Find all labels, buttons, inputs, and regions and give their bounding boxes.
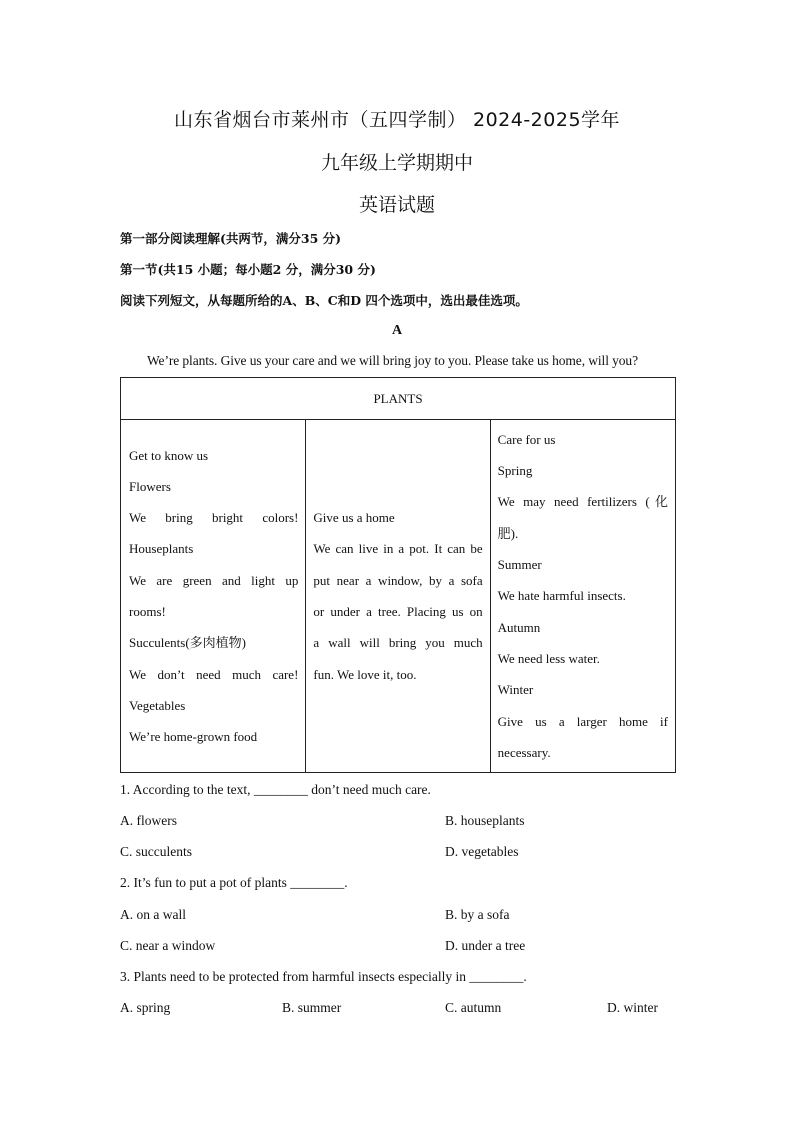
col3-line: Give us a larger home if: [497, 713, 668, 729]
col3-line: necessary.: [497, 744, 551, 760]
question-1-option-c[interactable]: C. succulents: [120, 844, 192, 859]
section-heading: 第一节(共15 小题；每小题2 分，满分30 分): [120, 262, 376, 277]
col3-line: Spring: [497, 463, 533, 479]
passage-intro: We’re plants. Give us your care and we will bring joy to you. Please take us home, will you?: [147, 353, 638, 368]
plants-table: [120, 377, 676, 773]
question-2-option-a[interactable]: A. on a wall: [120, 907, 186, 922]
col2-line: We can live in a pot. It can be: [313, 541, 483, 557]
col3-line: 肥).: [497, 525, 519, 541]
exam-title-subject: 英语试题: [358, 194, 435, 216]
exam-title-school: 山东省烟台市莱州市（五四学制） 2024-2025学年: [173, 109, 621, 131]
question-2-stem: 2. It’s fun to put a pot of plants ________.: [120, 875, 348, 890]
question-3-option-b[interactable]: B. summer: [282, 1000, 342, 1015]
col1-line: Get to know us: [129, 447, 209, 463]
question-2-option-b[interactable]: B. by a sofa: [445, 907, 510, 922]
col1-line: We are green and light up: [129, 572, 299, 588]
exam-title-grade: 九年级上学期期中: [320, 152, 473, 174]
question-2-option-c[interactable]: C. near a window: [120, 938, 216, 953]
question-1-option-a[interactable]: A. flowers: [120, 813, 177, 828]
question-3-stem: 3. Plants need to be protected from harmful insects especially in ________.: [120, 969, 527, 984]
question-3-option-a[interactable]: A. spring: [120, 1000, 171, 1015]
col3-line: We hate harmful insects.: [497, 588, 626, 604]
col2-line: put near a window, by a sofa: [313, 572, 483, 588]
col3-line: Care for us: [497, 431, 556, 447]
column-care-for-us: [490, 420, 675, 773]
col2-line: fun. We love it, too.: [313, 666, 417, 682]
col3-line: We need less water.: [497, 650, 600, 666]
col1-line: Houseplants: [129, 541, 194, 557]
part-heading: 第一部分阅读理解(共两节，满分35 分): [120, 231, 342, 246]
column-give-us-a-home: [306, 420, 490, 773]
col1-line: Succulents(多肉植物): [129, 635, 246, 651]
col2-line: a wall will bring you much: [313, 635, 483, 651]
col1-line: We don’t need much care!: [129, 666, 299, 682]
question-3-option-d[interactable]: D. winter: [607, 1000, 658, 1015]
column-get-to-know-us: [121, 420, 306, 773]
col1-line: We’re home-grown food: [129, 729, 258, 745]
question-3-option-c[interactable]: C. autumn: [445, 1000, 502, 1015]
question-1-stem: 1. According to the text, ________ don’t need much care.: [120, 782, 431, 797]
question-1-option-d[interactable]: D. vegetables: [445, 844, 519, 859]
col3-line: Autumn: [497, 619, 541, 635]
col1-line: Flowers: [129, 478, 171, 494]
col2-line: or under a tree. Placing us on: [313, 604, 483, 619]
col2-line: Give us a home: [313, 510, 395, 526]
plants-table-title: PLANTS: [121, 378, 676, 420]
col3-line: We may need fertilizers (化: [497, 494, 668, 510]
question-1-option-b[interactable]: B. houseplants: [445, 813, 525, 828]
col1-line: Vegetables: [129, 697, 186, 713]
col3-line: Winter: [497, 682, 534, 698]
col3-line: Summer: [497, 557, 542, 573]
col1-line: We bring bright colors!: [129, 510, 299, 526]
col1-line: rooms!: [129, 604, 166, 619]
directions: 阅读下列短文，从每题所给的A、B、C和D 四个选项中，选出最佳选项。: [120, 293, 528, 308]
passage-label: A: [391, 323, 403, 338]
question-2-option-d[interactable]: D. under a tree: [445, 938, 526, 953]
